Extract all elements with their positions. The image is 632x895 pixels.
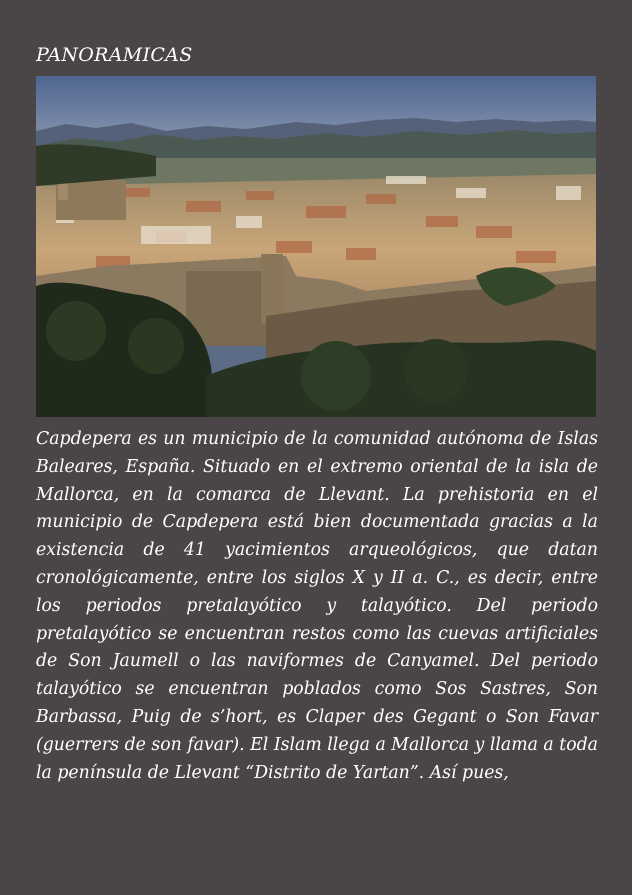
body-paragraph: Capdepera es un municipio de la comunidad autónoma de Islas Baleares, España. Situado en el extremo oriental de la isla de Mallorca, en la comarca de Llevant. La prehistoria en el municipio de Capdepera está bien documentada gracias a la existencia de 41 yacimientos arqueológicos, que datan cronológicamente, entre los siglos X y II a. C., es decir, entre los periodos pretalayótico y talayótico. Del periodo pretalayótico se encuentran restos como las cuevas artificiales de Son Jaumell o las naviformes de Canyamel. Del periodo talayótico se encuentran poblados como Sos Sastres, Son Barbassa, Puig de s’hort, es Claper des Gegant o Son Favar (guerrers de son favar). El Islam llega a Mallorca y llama a toda la península de Llevant “Distrito de Yartan”. Así pues, (36, 429, 598, 783)
panorama-photo (36, 76, 596, 417)
page-title: PANORAMICAS (36, 44, 193, 66)
